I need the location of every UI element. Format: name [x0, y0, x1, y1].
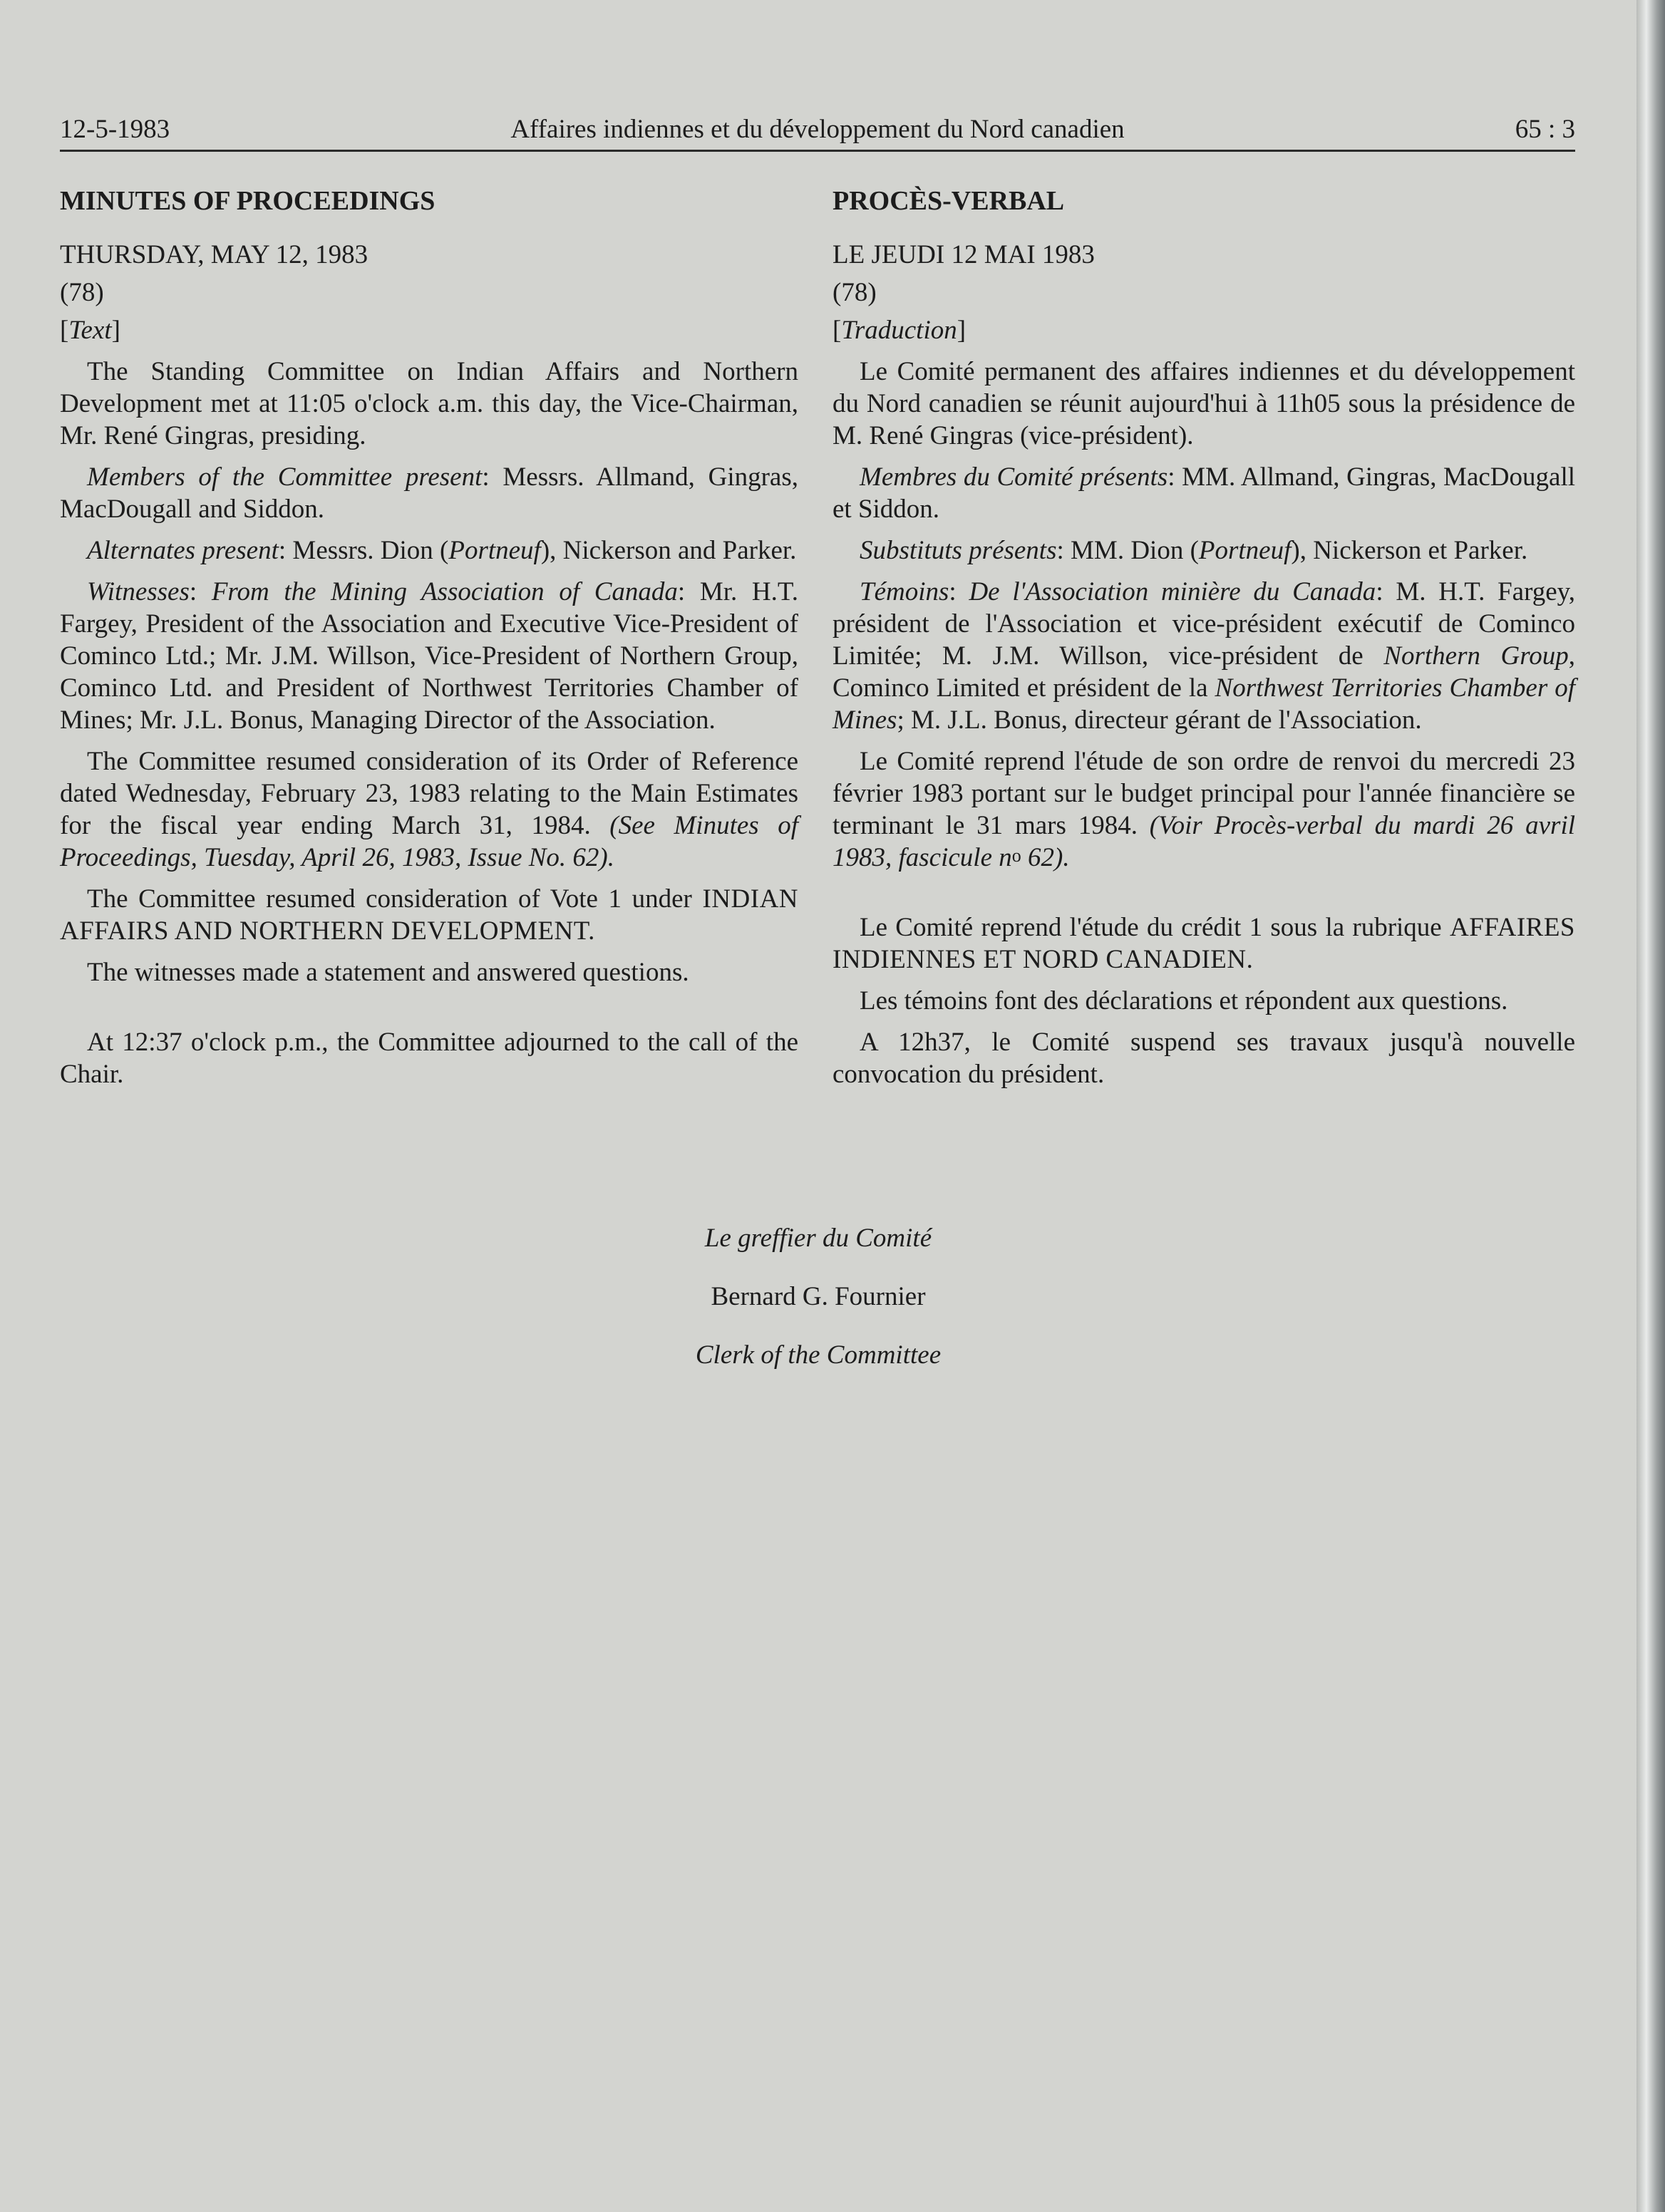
french-date: LE JEUDI 12 MAI 1983	[832, 240, 1095, 269]
french-opening-paragraph: Le Comité permanent des affaires indiennes et du développement du Nord canadien se réunit aujourd'hui à 11h05 sous la présidence de M. René Gingras (vice-président).	[832, 357, 1575, 450]
english-statement-paragraph: The witnesses made a statement and answered questions.	[87, 958, 689, 987]
signature-title-en: Clerk of the Committee	[695, 1340, 942, 1370]
english-alternates-paragraph: Alternates present: Messrs. Dion (Portneuf), Nickerson and Parker.	[87, 536, 797, 565]
french-vote-paragraph: Le Comité reprend l'étude du crédit 1 sous la rubrique AFFAIRES INDIENNES ET NORD CANADIEN.	[832, 913, 1576, 974]
french-witnesses-paragraph: Témoins: De l'Association minière du Canada: M. H.T. Fargey, président de l'Association et vice-président exécutif de Cominco Limitée; M. J.M. Willson, vice-président de Northern Group, Cominco Limited et président de la Northwest Territories Chamber of Mines; M. J.L. Bonus, directeur gérant de l'Association.	[832, 577, 1576, 735]
french-alternates-paragraph: Substituts présents: MM. Dion (Portneuf), Nickerson et Parker.	[860, 536, 1528, 565]
signature-name: Bernard G. Fournier	[711, 1282, 926, 1311]
french-adjourn-paragraph: A 12h37, le Comité suspend ses travaux jusqu'à nouvelle convocation du président.	[832, 1028, 1575, 1089]
french-text-label: [Traduction]	[832, 316, 966, 345]
header-title: Affaires indiennes et du développement du Nord canadien	[510, 115, 1125, 144]
english-resumed-paragraph: The Committee resumed consideration of its Order of Reference dated Wednesday, February 23, 1983 relating to the Main Estimates for the fiscal year ending March 31, 1984. (See Minutes of Proceedings, Tuesday, April 26, 1983, Issue No. 62).	[60, 747, 799, 872]
english-heading: MINUTES OF PROCEEDINGS	[60, 186, 435, 216]
french-heading: PROCÈS-VERBAL	[832, 186, 1065, 216]
signature-title-fr: Le greffier du Comité	[704, 1224, 932, 1253]
running-header	[60, 111, 1575, 148]
header-rule	[60, 150, 1575, 152]
french-meeting-number: (78)	[832, 278, 877, 307]
header-date: 12-5-1983	[60, 115, 170, 144]
english-witnesses-paragraph: Witnesses: From the Mining Association of Canada: Mr. H.T. Fargey, President of the Association and Executive Vice-President of Cominco Ltd.; Mr. J.M. Willson, Vice-President of Northern Group, Cominco Ltd. and President of Northwest Territories Chamber of Mines; Mr. J.L. Bonus, Managing Director of the Association.	[60, 577, 799, 735]
english-members-paragraph: Members of the Committee present: Messrs. Allmand, Gingras, MacDougall and Siddon.	[60, 462, 798, 524]
english-text-label: [Text]	[60, 316, 120, 345]
french-column	[832, 182, 1575, 1100]
english-column	[60, 182, 798, 1100]
english-meeting-number: (78)	[60, 278, 104, 307]
french-statement-paragraph: Les témoins font des déclarations et répondent aux questions.	[860, 986, 1508, 1015]
page-edge	[1636, 0, 1665, 2212]
french-members-paragraph: Membres du Comité présents: MM. Allmand, Gingras, MacDougall et Siddon.	[832, 462, 1576, 524]
english-vote-paragraph: The Committee resumed consideration of Vote 1 under INDIAN AFFAIRS AND NORTHERN DEVELOPMENT.	[60, 884, 799, 946]
english-date: THURSDAY, MAY 12, 1983	[60, 240, 368, 269]
english-opening-paragraph: The Standing Committee on Indian Affairs and Northern Development met at 11:05 o'clock a.m. this day, the Vice-Chairman, Mr. René Gingras, presiding.	[60, 357, 798, 450]
french-resumed-paragraph: Le Comité reprend l'étude de son ordre de renvoi du mercredi 23 février 1983 portant sur le budget principal pour l'année financière se terminant le 31 mars 1984. (Voir Procès-verbal du mardi 26 avril 1983, fascicule $n^o$ 62).	[832, 747, 1576, 872]
english-adjourn-paragraph: At 12:37 o'clock p.m., the Committee adjourned to the call of the Chair.	[60, 1028, 798, 1089]
header-page-number: 65 : 3	[1515, 115, 1575, 144]
